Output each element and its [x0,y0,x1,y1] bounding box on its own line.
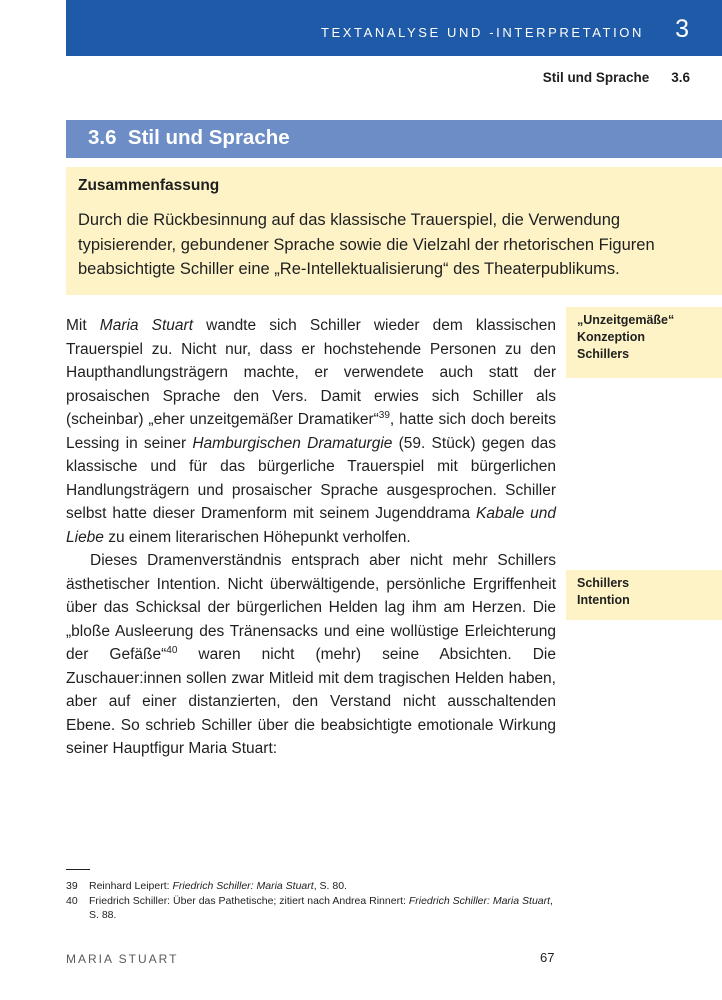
footnote-ref-39: 39 [378,409,390,421]
footnote-divider [66,869,90,870]
running-title: Stil und Sprache [542,70,650,85]
chapter-number: 3 [675,15,689,43]
footnote-author: Reinhard Leipert: [89,880,173,892]
margin-note-line: Konzeption [577,330,646,344]
margin-note-line: Schillers [577,576,630,590]
paragraph-2-text-b: waren nicht (mehr) seine Absichten. Die Zuschauer:innen sollen zwar Mitleid mit dem tragischen Helden haben, aber auf einer distanzierten, den Verstand nicht ausschaltenden Ebene. So schrieb Schiller über die beabsichtigte emotionale Wirkung seiner Hauptfigur Maria Stuart: [66,646,556,757]
paragraph-1-text-c: , hatte sich doch bereits Lessing in seiner [66,411,556,452]
work-title-maria-stuart: Maria Stuart [99,317,194,334]
work-title-hamburgische-dramaturgie: Hamburgischen Dramaturgie [192,434,393,452]
paragraph-2 [66,549,556,761]
footnote-39 [66,879,556,893]
running-header [543,70,690,85]
footnote-author: Friedrich Schiller: Über das Pathetische; zitiert nach Andrea Rinnert: [89,895,409,907]
footnote-text [89,894,556,922]
work-title-kabale-und-liebe: Kabale und Liebe [66,505,557,546]
margin-note-line: Schillers [577,347,630,361]
footnote-number: 39 [66,880,78,892]
paragraph-2-text-a: Dieses Dramenverständnis entsprach aber nicht mehr Schillers ästhetischer Intention. Nicht überwältigende, persönliche Ergriffenheit über das Schicksal der bürgerlichen Helden lag ihm am Herzen. Die „bloße Ausleerung des Tränensacks und eine wollüstige Erleichterung der Gefäße“ [66,552,556,663]
section-number: 3.6 [88,126,117,149]
footnote-40 [66,894,556,922]
paragraph-1 [66,314,556,549]
footnote-page: , S. 80. [313,880,347,892]
paragraph-1-text-b: wandte sich Schiller wieder dem klassischen Trauerspiel zu. Nicht nur, dass er hochstehende Personen zu den Haupthandlungsträgern machte, er verwendete auch statt der prosaischen Sprache den Vers. Damit erwies sich Schiller als (scheinbar) „eher unzeitgemäßer Dramatiker“ [66,317,557,428]
paragraph-1-text-a: Mit [66,317,100,334]
margin-note-line: „Unzeitgemäße“ [577,313,675,327]
paragraph-1-text-d: (59. Stück) gegen das klassische und für das bürgerliche Trauerspiel mit bürgerlichen Handlungsträgern und prosaischer Sprache ausgesprochen. Schiller selbst hatte dieser Dramenform mit seinem Jugenddrama [66,434,557,522]
chapter-title: TEXTANALYSE UND -INTERPRETATION [320,25,644,40]
paragraph-1-text-e: zu einem literarischen Höhepunkt verholfen. [103,528,411,546]
body-text [66,314,556,761]
footnote-ref-40: 40 [166,644,178,656]
summary-heading: Zusammenfassung [78,177,220,194]
margin-note-line: Intention [577,593,630,607]
footnote-text [89,879,556,893]
margin-note-konzeption [566,307,722,378]
footnotes [66,879,556,923]
page-number: 67 [540,950,555,965]
summary-text: Durch die Rückbesinnung auf das klassische Trauerspiel, die Verwendung typisierender, gebundener Sprache sowie die Vielzahl der rhetorischen Figuren beabsichtigte Schiller eine „Re-Intellektualisierung“ des Theaterpublikums. [78,211,655,278]
chapter-header-bar [66,0,722,56]
running-section-number: 3.6 [671,70,690,85]
section-title: Stil und Sprache [127,126,290,149]
margin-note-intention [566,570,722,620]
footnote-page: , S. 88. [89,895,553,921]
footnote-number: 40 [66,895,78,907]
summary-box [66,167,722,295]
section-heading [88,126,290,150]
section-heading-bar [66,120,722,158]
book-title-footer: MARIA STUART [66,952,179,966]
footnote-title: Friedrich Schiller: Maria Stuart [172,880,314,892]
footnote-title: Friedrich Schiller: Maria Stuart [408,895,551,907]
